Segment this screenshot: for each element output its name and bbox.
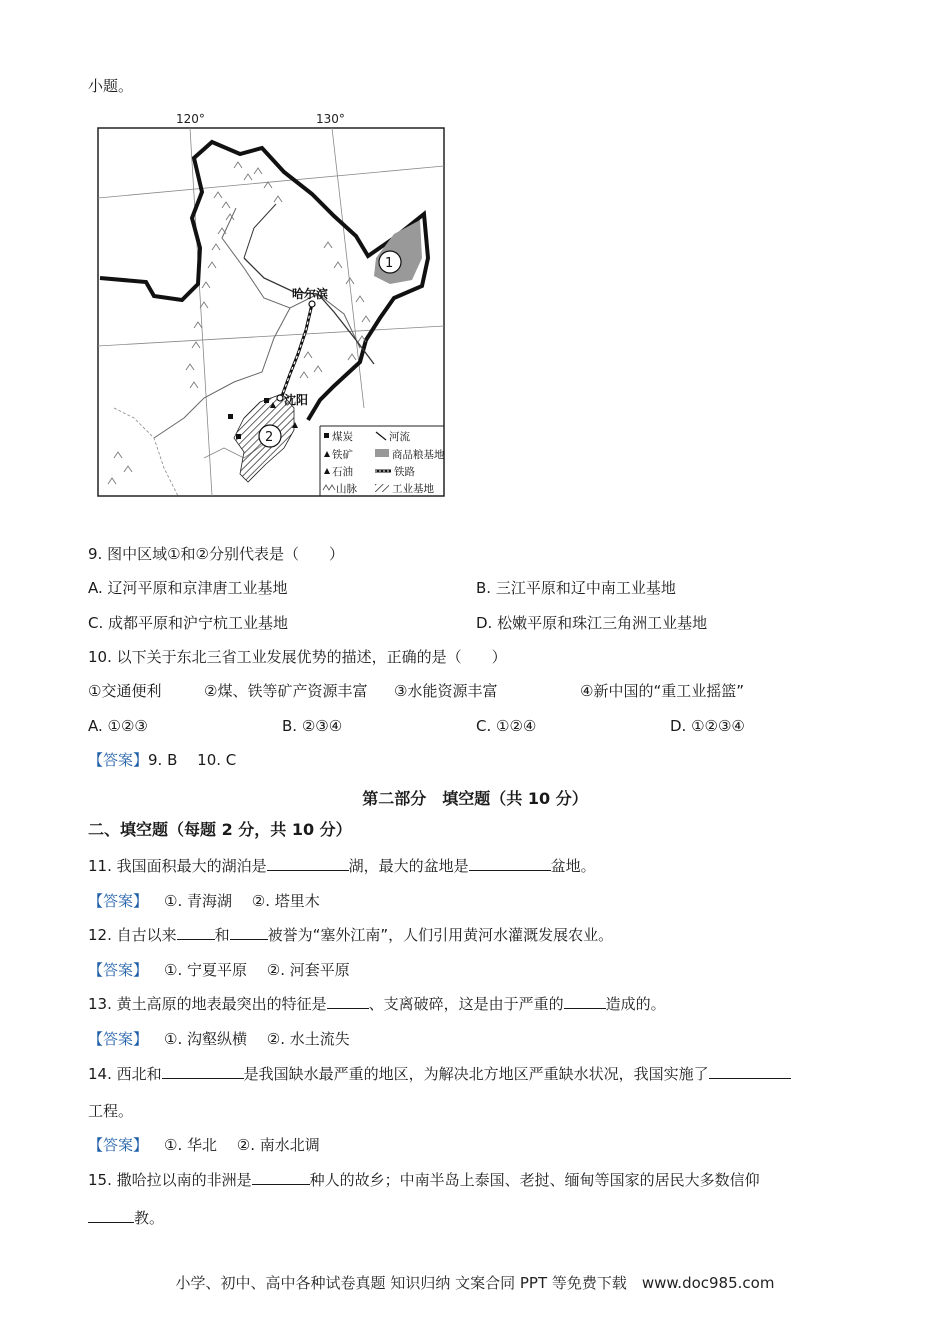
q13: 13. 黄土高原的地表最突出的特征是 、支离破碎，这是由于严重的 造成的。 <box>88 995 666 1013</box>
legend-industrial-base: 工业基地 <box>392 483 434 495</box>
q10-statement-4: ④新中国的“重工业摇篮” <box>580 682 744 700</box>
q15-end: 教。 <box>88 1208 164 1228</box>
q14-end: 工程。 <box>88 1102 134 1120</box>
section2-title: 二、填空题（每题 2 分，共 10 分） <box>88 820 352 839</box>
legend-mountain: 山脉 <box>336 483 357 495</box>
northeast-china-map <box>94 108 450 500</box>
q14: 14. 西北和 是我国缺水最严重的地区，为解决北方地区严重缺水状况，我国实施了 <box>88 1064 791 1084</box>
q13-blank-2[interactable] <box>564 994 606 1009</box>
q10-statement-2: ②煤、铁等矿产资源丰富 <box>204 682 368 700</box>
q9-option-d: D. 松嫩平原和珠江三角洲工业基地 <box>476 614 708 632</box>
legend-oil: 石油 <box>332 466 353 478</box>
q10-statement-3: ③水能资源丰富 <box>394 682 498 700</box>
part2-title: 第二部分 填空题（共 10 分） <box>362 789 588 808</box>
q9-option-b: B. 三江平原和辽中南工业基地 <box>476 579 676 597</box>
q14-blank-2[interactable] <box>709 1064 791 1079</box>
region-1-label: 1 <box>385 256 394 271</box>
answer-tag: 【答案】 <box>88 751 149 769</box>
legend-iron: 铁矿 <box>332 449 353 461</box>
region-2-label: 2 <box>265 430 274 445</box>
answer-text: 9. B 10. C <box>148 751 237 769</box>
q11: 11. 我国面积最大的湖泊是 湖，最大的盆地是 盆地。 <box>88 857 596 875</box>
lon-130-label: 130° <box>316 112 345 126</box>
page-footer: 小学、初中、高中各种试卷真题 知识归纳 文案合同 PPT 等免费下载 www.doc985.com <box>175 1274 775 1292</box>
answer-9-10 <box>88 750 236 770</box>
q12: 12. 自古以来 和 被誉为“塞外江南”，人们引用黄河水灌溉发展农业。 <box>88 926 614 944</box>
legend-river: 河流 <box>389 431 410 443</box>
legend-railway: 铁路 <box>394 466 415 478</box>
q10-statement-1: ①交通便利 <box>88 682 162 700</box>
legend-grain-base: 商品粮基地 <box>392 449 445 461</box>
q9-stem: 9. 图中区域①和②分别代表是（ ） <box>88 545 344 563</box>
q12-blank-2[interactable] <box>230 925 268 940</box>
answer-13: 【答案】 ①. 沟壑纵横 ②. 水土流失 <box>88 1030 350 1048</box>
city-shenyang-label: 沈阳 <box>284 393 309 407</box>
q11-blank-1[interactable] <box>267 856 349 871</box>
q10-option-c: C. ①②④ <box>476 717 537 735</box>
legend-coal: 煤炭 <box>332 431 353 443</box>
answer-12: 【答案】 ①. 宁夏平原 ②. 河套平原 <box>88 961 350 979</box>
q9-option-c: C. 成都平原和沪宁杭工业基地 <box>88 614 289 632</box>
intro-text: 小题。 <box>88 77 134 95</box>
answer-14: 【答案】 ①. 华北 ②. 南水北调 <box>88 1136 320 1154</box>
q10-option-a: A. ①②③ <box>88 717 148 735</box>
q15-blank-1[interactable] <box>252 1170 310 1185</box>
q15-blank-2[interactable] <box>88 1208 134 1223</box>
q10-option-b: B. ②③④ <box>282 717 343 735</box>
answer-11: 【答案】 ①. 青海湖 ②. 塔里木 <box>88 892 320 910</box>
q15: 15. 撒哈拉以南的非洲是 种人的故乡；中南半岛上泰国、老挝、缅甸等国家的居民大多数信仰 <box>88 1171 760 1189</box>
q10-stem: 10. 以下关于东北三省工业发展优势的描述，正确的是（ ） <box>88 648 507 666</box>
lon-120-label: 120° <box>176 112 205 126</box>
q9-option-a: A. 辽河平原和京津唐工业基地 <box>88 579 288 597</box>
q14-blank-1[interactable] <box>162 1064 244 1079</box>
city-harbin-label: 哈尔滨 <box>292 287 329 301</box>
q10-option-d: D. ①②③④ <box>670 717 745 735</box>
q12-blank-1[interactable] <box>177 925 215 940</box>
q11-blank-2[interactable] <box>469 856 551 871</box>
q13-blank-1[interactable] <box>327 994 369 1009</box>
